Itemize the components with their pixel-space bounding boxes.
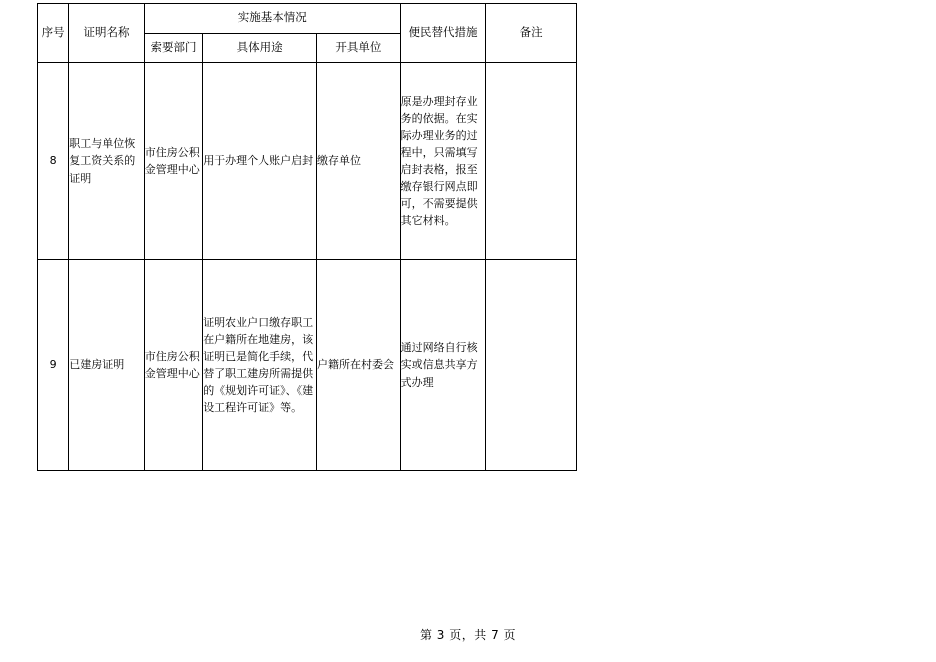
header-seq: 序号 [38,4,69,63]
cell-issuer: 缴存单位 [317,63,401,260]
table-body [38,63,577,471]
cell-measure: 原是办理封存业务的依据。在实际办理业务的过程中，只需填写启封表格，报至缴存银行网点即可，不需要提供其它材料。 [400,63,486,260]
header-issuer: 开具单位 [317,33,401,63]
cell-use: 用于办理个人账户启封 [203,63,317,260]
header-row-primary [38,4,577,34]
table-header [38,4,577,63]
cell-remark [486,260,577,471]
certificate-table [37,3,577,471]
cell-measure: 通过网络自行核实或信息共享方式办理 [400,260,486,471]
cell-dept: 市住房公积金管理中心 [144,63,202,260]
cell-cert-name: 已建房证明 [69,260,145,471]
cell-use: 证明农业户口缴存职工在户籍所在地建房，该证明已是简化手续，代替了职工建房所需提供的《规划许可证》、《建设工程许可证》等。 [203,260,317,471]
page-footer [0,626,936,643]
header-remark: 备注 [486,4,577,63]
cell-remark [486,63,577,260]
cell-cert-name: 职工与单位恢复工资关系的证明 [69,63,145,260]
cell-seq: 8 [38,63,69,260]
page-number-text: 第 3 页，共 7 页 [419,628,517,642]
header-basic-situation: 实施基本情况 [144,4,400,34]
cell-dept: 市住房公积金管理中心 [144,260,202,471]
cell-issuer: 户籍所在村委会 [317,260,401,471]
header-measure: 便民替代措施 [400,4,486,63]
table-row [38,63,577,260]
header-dept: 索要部门 [144,33,202,63]
header-cert-name: 证明名称 [69,4,145,63]
header-use: 具体用途 [203,33,317,63]
cell-seq: 9 [38,260,69,471]
table-row [38,260,577,471]
